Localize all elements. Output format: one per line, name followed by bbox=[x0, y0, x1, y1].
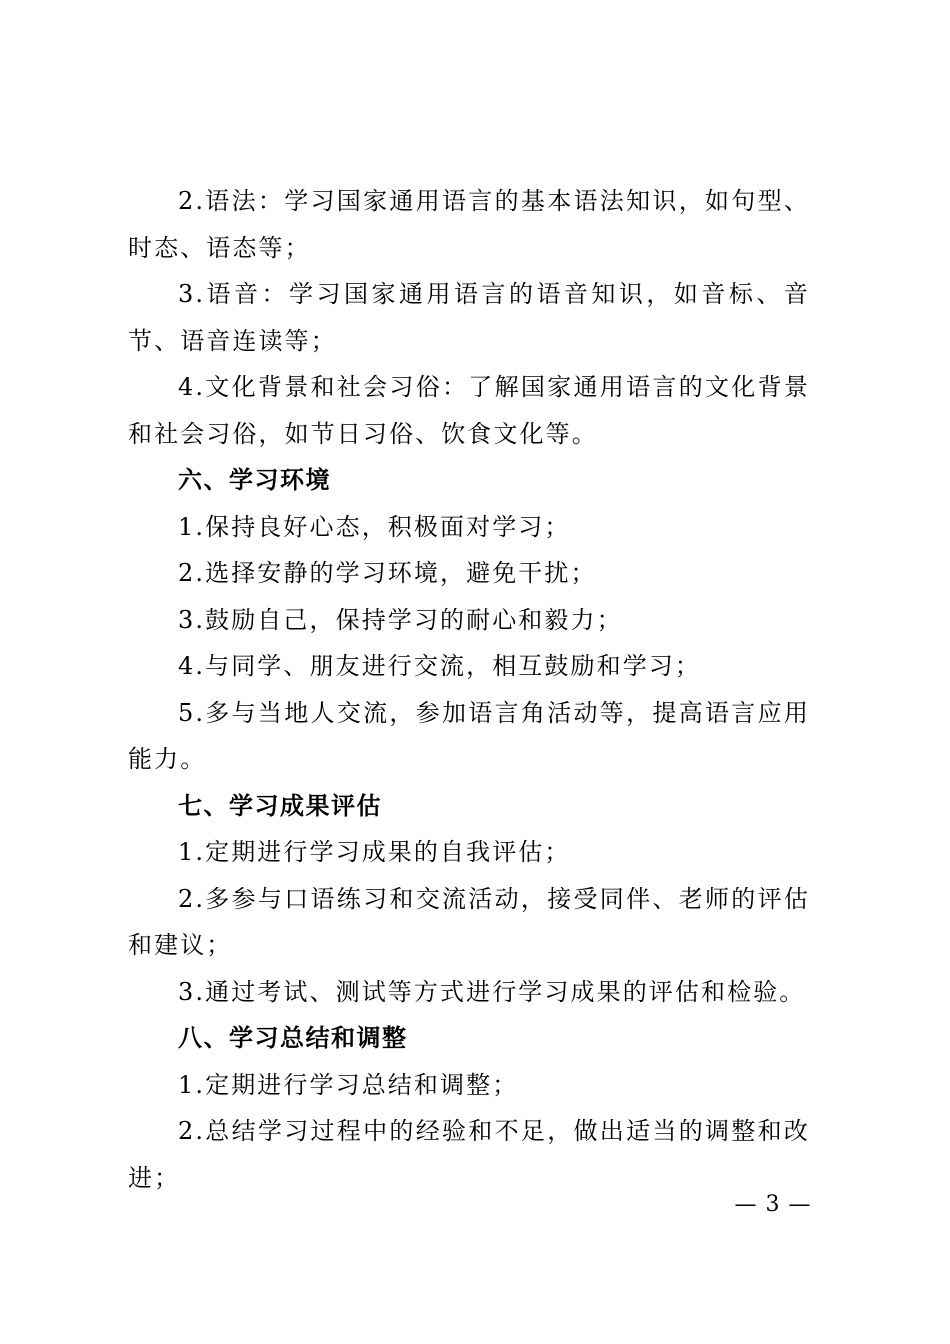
list-item: 2.多参与口语练习和交流活动，接受同伴、老师的评估和建议； bbox=[128, 884, 810, 959]
section-heading-learning-environment: 六、学习环境 bbox=[178, 466, 331, 494]
list-item: 1.定期进行学习成果的自我评估； bbox=[178, 838, 571, 866]
document-body bbox=[128, 178, 810, 1201]
section-heading-learning-assessment: 七、学习成果评估 bbox=[178, 791, 382, 820]
list-item-culture: 4.文化背景和社会习俗：了解国家通用语言的文化背景和社会习俗，如节日习俗、饮食文化等。 bbox=[128, 373, 810, 448]
section-heading-summary-adjustment: 八、学习总结和调整 bbox=[178, 1024, 408, 1052]
list-item: 4.与同学、朋友进行交流，相互鼓励和学习； bbox=[178, 652, 701, 680]
list-item: 1.定期进行学习总结和调整； bbox=[178, 1070, 519, 1099]
page-number: — 3 — bbox=[734, 1192, 812, 1217]
list-item: 3.通过考试、测试等方式进行学习成果的评估和检验。 bbox=[178, 977, 806, 1006]
list-item-pronunciation: 3.语音：学习国家通用语言的语音知识，如音标、音节、语音连读等； bbox=[128, 280, 810, 355]
list-item: 1.保持良好心态，积极面对学习； bbox=[178, 512, 571, 541]
list-item: 5.多与当地人交流，参加语言角活动等，提高语言应用能力。 bbox=[128, 698, 810, 773]
list-item: 2.选择安静的学习环境，避免干扰； bbox=[178, 559, 597, 587]
list-item-grammar: 2.语法：学习国家通用语言的基本语法知识，如句型、时态、语态等； bbox=[128, 187, 810, 262]
list-item: 3.鼓励自己，保持学习的耐心和毅力； bbox=[178, 605, 623, 634]
list-item: 2.总结学习过程中的经验和不足，做出适当的调整和改进； bbox=[128, 1117, 810, 1192]
